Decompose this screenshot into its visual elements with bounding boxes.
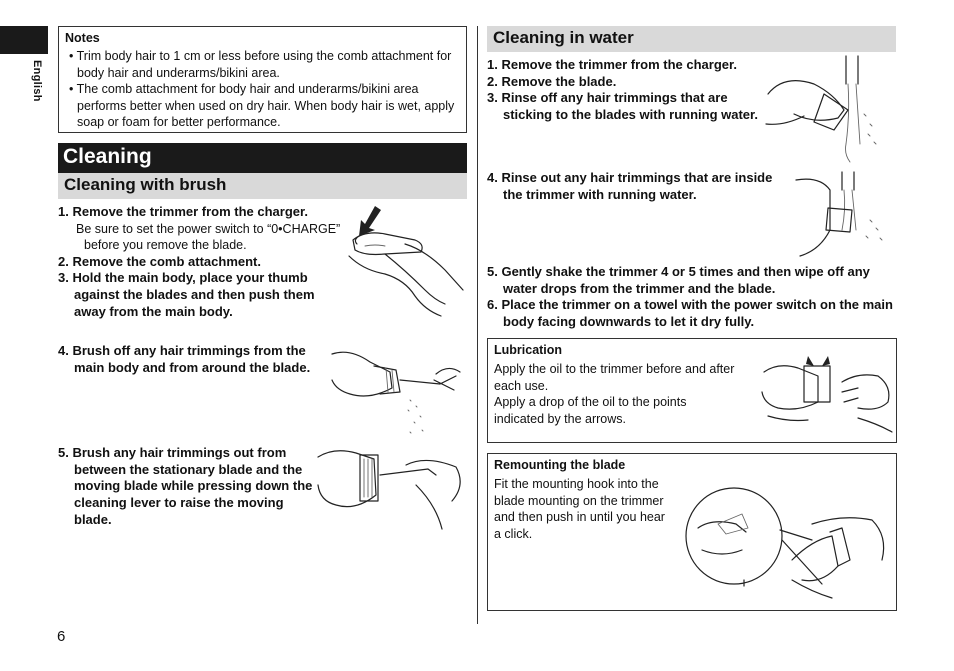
notes-box bbox=[58, 26, 467, 133]
water-step-3: 3. Rinse off any hair trimmings that are sticking to the blades with running water. bbox=[487, 90, 758, 123]
brush-blades-illustration bbox=[316, 445, 466, 535]
brush-step-1: 1. Remove the trimmer from the charger. bbox=[58, 204, 308, 219]
subsection-title-brush: Cleaning with brush bbox=[58, 173, 467, 199]
remounting-title: Remounting the blade bbox=[494, 458, 626, 472]
brush-step-5-block bbox=[58, 445, 320, 529]
subsection-title-water: Cleaning in water bbox=[487, 26, 896, 52]
lubrication-text-2: Apply a drop of the oil to the points indicated by the arrows. bbox=[494, 395, 687, 427]
water-step-4-block bbox=[487, 170, 782, 203]
water-step-4: 4. Rinse out any hair trimmings that are inside the trimmer with running water. bbox=[487, 170, 773, 202]
brush-step-3: 3. Hold the main body, place your thumb against the blades and then push them away from the main body. bbox=[58, 270, 315, 319]
water-step-5: 5. Gently shake the trimmer 4 or 5 times and then wipe off any water drops from the trimmer and the blade. bbox=[487, 264, 870, 296]
water-step-1: 1. Remove the trimmer from the charger. bbox=[487, 57, 737, 72]
brush-step-4-block bbox=[58, 343, 333, 376]
water-steps-5-6 bbox=[487, 264, 897, 331]
language-tab bbox=[0, 26, 48, 54]
lubrication-title: Lubrication bbox=[494, 343, 563, 357]
remove-blade-illustration bbox=[345, 200, 467, 318]
water-step-2: 2. Remove the blade. bbox=[487, 73, 617, 89]
brush-step-1-note: Be sure to set the power switch to “0•CHARGE” before you remove the blade. bbox=[76, 221, 341, 253]
brush-steps-1-3 bbox=[58, 204, 348, 321]
water-steps-1-3 bbox=[487, 57, 767, 124]
notes-title: Notes bbox=[65, 31, 100, 45]
rinse-blade-illustration bbox=[764, 54, 892, 164]
brush-step-4: 4. Brush off any hair trimmings from the main body and from around the blade. bbox=[58, 343, 311, 375]
lubrication-illustration bbox=[758, 352, 894, 434]
column-divider bbox=[477, 26, 478, 624]
brush-step-2: 2. Remove the comb attachment. bbox=[58, 253, 261, 269]
section-title: Cleaning bbox=[58, 143, 467, 173]
brush-body-illustration bbox=[330, 344, 464, 442]
brush-step-5: 5. Brush any hair trimmings out from between the stationary blade and the moving blade while pressing down the cleaning lever to raise the moving blade. bbox=[58, 445, 313, 527]
rinse-body-illustration bbox=[790, 170, 894, 262]
language-label: English bbox=[31, 60, 43, 102]
lubrication-text-1: Apply the oil to the trimmer before and after each use. bbox=[494, 362, 735, 393]
notes-item: • The comb attachment for body hair and underarms/bikini area performs better when used on dry hair. When body hair is wet, apply soap or foam for better performance. bbox=[65, 81, 460, 131]
notes-item: • Trim body hair to 1 cm or less before using the comb attachment for body hair and underarms/bikini area. bbox=[65, 48, 460, 81]
page-number: 6 bbox=[57, 628, 66, 645]
remounting-illustration bbox=[682, 480, 892, 605]
water-step-6: 6. Place the trimmer on a towel with the power switch on the main body facing downwards to let it dry fully. bbox=[487, 297, 893, 330]
remounting-text: Fit the mounting hook into the blade mounting on the trimmer and then push in until you hear a click. bbox=[494, 477, 665, 542]
